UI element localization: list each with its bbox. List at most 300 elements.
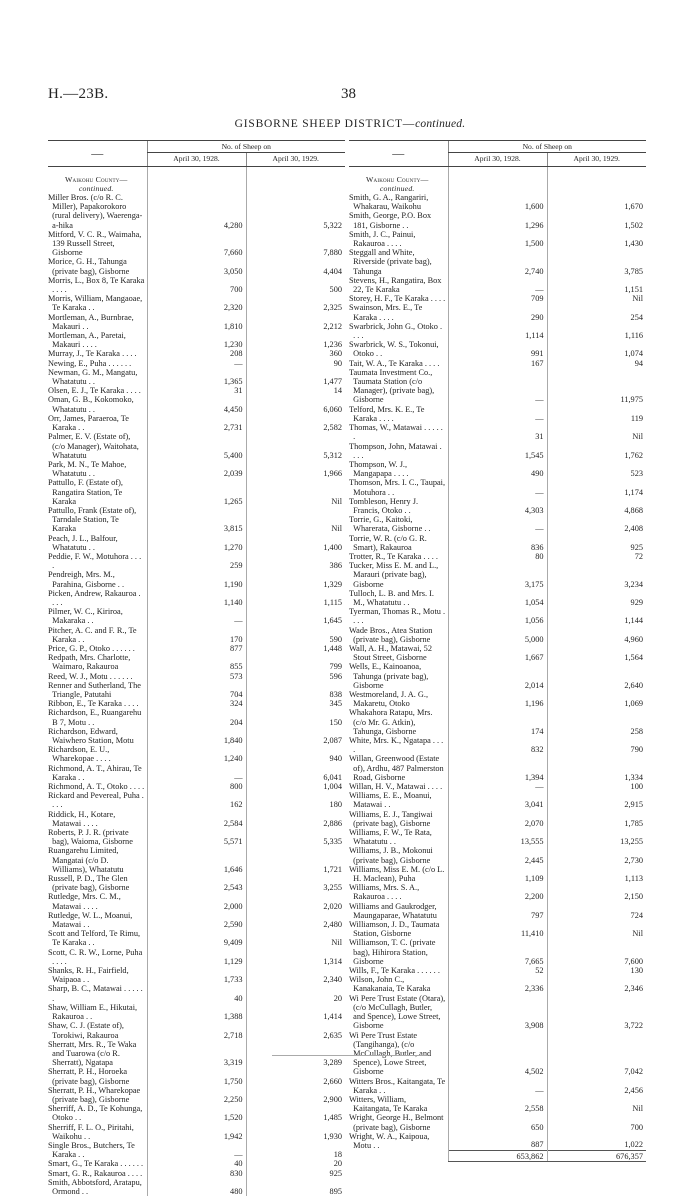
sheep-1929: 1,785 <box>547 810 646 828</box>
table-row <box>349 966 646 975</box>
sheep-1928: 208 <box>147 349 246 358</box>
sheep-1928: 1,140 <box>147 589 246 607</box>
table-row <box>349 561 646 589</box>
sheep-1929: 4,960 <box>547 626 646 644</box>
right-column <box>349 140 646 1162</box>
table-row <box>48 1169 345 1178</box>
sheep-1929: 5,322 <box>246 193 345 230</box>
sheep-1928: 31 <box>448 423 547 441</box>
sheep-1929: 2,087 <box>246 727 345 745</box>
sheep-1928: 13,555 <box>448 828 547 846</box>
sheep-1928: — <box>448 1077 547 1095</box>
sheep-1929: 1,448 <box>246 644 345 653</box>
sheep-1929: 724 <box>547 902 646 920</box>
sheep-1929: 2,340 <box>246 966 345 984</box>
owner-name: Wade Bros., Atea Station (private bag), Gisborne <box>349 625 433 644</box>
sheep-1928: 80 <box>448 552 547 561</box>
page-title <box>0 118 700 130</box>
sheep-1929: 1,721 <box>246 846 345 874</box>
sheep-1928: 174 <box>448 708 547 736</box>
sheep-1929: 7,600 <box>547 938 646 966</box>
owner-name: Tait, W. A., Te Karaka . . . . <box>349 358 440 368</box>
sheep-1928: 2,584 <box>147 810 246 828</box>
owner-name: Murray, J., Te Karaka . . . . <box>48 349 137 359</box>
table-row <box>48 368 345 386</box>
owner-name: Smith, George, P.O. Box 181, Gisborne . . <box>349 211 432 230</box>
owner-name: Wright, George H., Belmont (private bag), Gisborne <box>349 1113 444 1132</box>
sheep-1929: 2,150 <box>547 883 646 901</box>
title-continued: continued. <box>415 118 466 130</box>
owner-name: Smart, G. R., Rakauroa . . . . <box>48 1168 143 1178</box>
sheep-1929: 2,915 <box>547 791 646 809</box>
table-row <box>48 708 345 726</box>
sheep-1929: 2,582 <box>246 414 345 432</box>
table-row <box>349 846 646 864</box>
table-row <box>349 294 646 303</box>
sheep-1928: 1,270 <box>147 534 246 552</box>
page-number: 38 <box>341 86 356 102</box>
sheep-1929: 20 <box>246 984 345 1002</box>
table-row <box>349 938 646 966</box>
owner-name: Morris, L., Box 8, Te Karaka . . . . <box>48 275 145 295</box>
owner-name: Sherratt, P. H., Wharekopae (private bag), Gisborne <box>48 1085 141 1104</box>
sheep-1928: 1,388 <box>147 1003 246 1021</box>
table-row <box>349 303 646 321</box>
table-row <box>48 1141 345 1159</box>
sheep-count-group-header: No. of Sheep on <box>448 141 646 153</box>
table-row <box>48 791 345 809</box>
sheep-1929: 1,762 <box>547 442 646 460</box>
owner-name: Shaw, William E., Hikutai, Rakauroa . . <box>48 1002 138 1022</box>
sheep-1929: 4,868 <box>547 497 646 515</box>
sheep-1929: 3,785 <box>547 248 646 276</box>
sheep-1929: 2,886 <box>246 810 345 828</box>
table-row <box>349 791 646 809</box>
owner-name: Shaw, C. J. (Estate of), Torokiwi, Rakauroa <box>48 1021 124 1040</box>
sheep-1928: 11,410 <box>448 920 547 938</box>
sheep-1929: 2,408 <box>547 515 646 533</box>
sheep-1929: Nil <box>547 920 646 938</box>
sheep-1928: 5,000 <box>448 626 547 644</box>
owner-name: Park, M. N., Te Mahoe, Whatatutu . . <box>48 459 127 479</box>
owner-name: Richmond, A. T., Otoko . . . . <box>48 782 145 792</box>
owner-name: Renner and Sutherland, The Triangle, Patutahi <box>48 680 141 699</box>
footer-rule <box>272 1055 428 1056</box>
owner-name: Ruangarehu Limited, Mangatai (c/o D. Williams), Whatatutu <box>48 846 124 874</box>
sheep-1929: 360 <box>246 349 345 358</box>
owner-name: Mitford, V. C. R., Waimaha, 139 Russell Street, Gisborne <box>48 229 142 258</box>
owner-name: Richmond, A. T., Ahirau, Te Karaka . . <box>48 763 142 782</box>
table-row <box>48 1021 345 1039</box>
owner-name: Oman, G. B., Kokomoko, Whatatutu . . <box>48 395 134 414</box>
sheep-1929: 940 <box>246 745 345 763</box>
sheep-1928: 1,054 <box>448 589 547 607</box>
table-row <box>48 276 345 294</box>
sheep-1928: 1,810 <box>147 313 246 331</box>
table-row <box>349 626 646 644</box>
sheep-1928: 2,250 <box>147 1086 246 1104</box>
sheep-1928: 170 <box>147 626 246 644</box>
sheep-1929: 2,635 <box>246 1021 345 1039</box>
owner-name: Wi Pere Trust Estate (Otara), (c/o McCullagh, Butler, and Spence), Lowe Street, Gisborne <box>349 993 446 1031</box>
sheep-1929: 3,289 <box>246 1040 345 1068</box>
table-row <box>349 782 646 791</box>
sheep-1928: 1,750 <box>147 1067 246 1085</box>
table-row <box>349 1113 646 1131</box>
table-row <box>48 331 345 349</box>
owner-name: Pattullo, Frank (Estate of), Tarndale Station, Te Karaka <box>48 505 137 534</box>
sheep-1928: 1,240 <box>147 745 246 763</box>
owner-name: Rutledge, Mrs. C. M., Matawai . . . . <box>48 892 121 911</box>
sheep-1929: 925 <box>547 534 646 552</box>
sheep-1928: 3,319 <box>147 1040 246 1068</box>
table-row <box>349 515 646 533</box>
owner-name: Willan, H. V., Matawai . . . . <box>349 782 443 792</box>
owner-name: Richardson, E., Ruangarehu B 7, Motu . . <box>48 708 142 727</box>
table-row <box>48 948 345 966</box>
owner-name: White, Mrs. K., Ngatapa . . . . <box>349 736 444 755</box>
sheep-1929: 14 <box>246 386 345 395</box>
owner-name: Sharp, B. C., Matawai . . . . . . <box>48 984 143 1003</box>
sheep-1929: 895 <box>246 1178 345 1196</box>
sheep-1929: 6,060 <box>246 395 345 413</box>
sheep-1929: 13,255 <box>547 828 646 846</box>
sheep-1928: 830 <box>147 1169 246 1178</box>
owner-name: Pilmer, W. C., Kiriroa, Makaraka . . <box>48 607 123 626</box>
sheep-1928: 2,070 <box>448 810 547 828</box>
sheep-1928: 800 <box>147 782 246 791</box>
sheep-1928: 709 <box>448 294 547 303</box>
sheep-1929: 1,113 <box>547 865 646 883</box>
sheep-1928: 2,445 <box>448 846 547 864</box>
total-row <box>349 1150 646 1161</box>
sheep-1929: 500 <box>246 276 345 294</box>
table-row <box>48 911 345 929</box>
owner-name: Williams, E. E., Moanui, Matawai . . <box>349 791 432 810</box>
table-row <box>349 920 646 938</box>
left-table-body <box>48 166 345 1196</box>
sheep-1928: 4,303 <box>448 497 547 515</box>
sheep-1929: 3,722 <box>547 994 646 1031</box>
owner-name: Thompson, John, Matawai . . . . <box>349 441 442 460</box>
table-row <box>349 994 646 1031</box>
sheep-1928: 1,520 <box>147 1104 246 1122</box>
owner-name: Wall, A. H., Matawai, 52 Stout Street, Gisborne <box>349 643 432 663</box>
owner-name: Thompson, W. J., Mangapapa . . . . <box>349 459 409 479</box>
sheep-1928: — <box>448 276 547 294</box>
sheep-1929: 799 <box>246 653 345 671</box>
owner-name: Miller Bros. (c/o R. C. Miller), Papakorokoro (rural delivery), Waerenga-a-hika <box>48 193 143 230</box>
table-row <box>349 902 646 920</box>
table-row <box>349 1077 646 1095</box>
table-row <box>48 892 345 910</box>
sheep-1929: Nil <box>547 423 646 441</box>
sheep-1929: 1,069 <box>547 690 646 708</box>
table-row <box>349 690 646 708</box>
table-row <box>48 349 345 358</box>
sheep-1929: 1,144 <box>547 607 646 625</box>
owner-name: Morice, G. H., Tahunga (private bag), Gisborne <box>48 257 130 276</box>
sheep-1928: 855 <box>147 653 246 671</box>
sheep-1929: 2,730 <box>547 846 646 864</box>
table-row <box>48 1067 345 1085</box>
sheep-1928: 1,196 <box>448 690 547 708</box>
sheep-1928: 650 <box>448 1113 547 1131</box>
table-row <box>349 193 646 211</box>
owner-name: Orr, James, Paraeroa, Te Karaka . . <box>48 413 129 433</box>
sheep-1928: — <box>448 515 547 533</box>
owner-name: Pattullo, F. (Estate of), Rangatira Station, Te Karaka <box>48 478 123 506</box>
owner-name: Witters Bros., Kaitangata, Te Karaka . . <box>349 1076 446 1095</box>
sheep-1929: 11,975 <box>547 368 646 405</box>
sheep-1929: 1,022 <box>547 1132 646 1150</box>
total-label-cell <box>349 1150 448 1161</box>
sheep-1928: 2,039 <box>147 460 246 478</box>
sheep-table-right <box>349 140 646 1162</box>
table-row <box>48 1086 345 1104</box>
sheep-1929: 130 <box>547 966 646 975</box>
table-row <box>48 699 345 708</box>
total-1929: 676,357 <box>547 1150 646 1161</box>
sheep-1928: 3,041 <box>448 791 547 809</box>
sheep-1929: 254 <box>547 303 646 321</box>
sheep-1929: 523 <box>547 460 646 478</box>
sheep-1929: Nil <box>547 294 646 303</box>
table-row <box>48 506 345 534</box>
sheep-1928: 3,050 <box>147 257 246 275</box>
sheep-1929: 1,485 <box>246 1104 345 1122</box>
sheep-1929: Nil <box>246 929 345 947</box>
sheep-1928: — <box>448 478 547 496</box>
owner-name: Wilson, John C., Kanakanaia, Te Karaka <box>349 975 431 994</box>
sheep-1929: 2,640 <box>547 662 646 690</box>
owner-name: Taumata Investment Co., Taumata Station (c/o Manager), (private bag), Gisborne <box>349 367 435 405</box>
owner-name: Peddie, F. W., Motuhora . . . . <box>48 551 142 571</box>
table-row <box>48 414 345 432</box>
title-text: GISBORNE SHEEP DISTRICT— <box>234 118 416 130</box>
owner-name: Sherratt, Mrs. R., Te Waka and Tuarowa (c/o R. Sherratt), Ngatapa <box>48 1039 137 1068</box>
table-row <box>48 929 345 947</box>
owner-name: Williams, Miss E. M. (c/o L. H. Maclean), Puha <box>349 864 445 884</box>
sheep-1928: 2,200 <box>448 883 547 901</box>
table-row <box>349 644 646 662</box>
owner-name: Steggall and White, Riverside (private bag), Tahunga <box>349 248 432 276</box>
owner-name: Whakahora Ratapu, Mrs. (c/o Mr. G. Atkin), Tahunga, Gisborne <box>349 708 433 736</box>
owner-name: Trotter, R., Te Karaka . . . . <box>349 551 438 561</box>
owner-name: Tucker, Miss E. M. and L., Marauri (private bag), Gisborne <box>349 561 439 589</box>
table-row <box>48 782 345 791</box>
table-row <box>48 294 345 312</box>
table-row <box>349 230 646 248</box>
table-row <box>349 865 646 883</box>
table-row <box>48 644 345 653</box>
table-row <box>48 828 345 846</box>
owner-name: Olsen, E. J., Te Karaka . . . . <box>48 386 141 396</box>
owner-name: Price, G. P., Otoko . . . . . . <box>48 643 135 653</box>
sheep-1929: 1,236 <box>246 331 345 349</box>
sheep-1929: 345 <box>246 699 345 708</box>
sheep-1928: 1,190 <box>147 570 246 588</box>
table-row <box>48 1178 345 1196</box>
sheep-1929: 18 <box>246 1141 345 1159</box>
owner-name: Smart, G., Te Karaka . . . . . . <box>48 1159 144 1169</box>
sheep-1928: 1,646 <box>147 846 246 874</box>
sheep-1928: — <box>448 405 547 423</box>
sheep-1929: 94 <box>547 359 646 368</box>
table-row <box>48 432 345 460</box>
owner-column-header: — <box>48 141 147 167</box>
table-row <box>349 975 646 993</box>
sheep-1928: 1,545 <box>448 442 547 460</box>
sheep-1929: 4,404 <box>246 257 345 275</box>
sheep-1929: 1,115 <box>246 589 345 607</box>
sheep-1928: 2,543 <box>147 874 246 892</box>
sheep-1928: 324 <box>147 699 246 708</box>
table-row <box>48 1104 345 1122</box>
table-row <box>48 1040 345 1068</box>
table-row <box>48 810 345 828</box>
owner-name: Williamson, J. D., Taumata Station, Gisborne <box>349 920 440 939</box>
right-table-body <box>349 166 646 1161</box>
sheep-1929: 386 <box>246 552 345 570</box>
sheep-1928: 1,230 <box>147 331 246 349</box>
sheep-1929: 119 <box>547 405 646 423</box>
owner-name: Wells, E., Kainoanoa, Tahunga (private bag), Gisborne <box>349 662 429 690</box>
table-row <box>48 313 345 331</box>
owner-name: Tyerman, Thomas R., Motu . . . . <box>349 607 446 626</box>
sheep-1928: 700 <box>147 276 246 294</box>
sheep-1929: 2,900 <box>246 1086 345 1104</box>
table-row <box>349 211 646 229</box>
sheep-1928: 1,365 <box>147 368 246 386</box>
table-row <box>349 736 646 754</box>
sheep-1929: 180 <box>246 791 345 809</box>
sheep-1928: 259 <box>147 552 246 570</box>
owner-name: Thomas, W., Matawai . . . . . . <box>349 423 443 442</box>
sheep-1928: — <box>147 764 246 782</box>
owner-name: Peach, J. L., Balfour, Whatatutu . . <box>48 533 118 552</box>
owner-name: Rutledge, W. L., Moanui, Matawai . . <box>48 910 133 930</box>
sheep-count-group-header: No. of Sheep on <box>147 141 345 153</box>
sheep-1928: 40 <box>147 984 246 1002</box>
table-row <box>349 883 646 901</box>
table-row <box>48 874 345 892</box>
table-row <box>48 681 345 699</box>
owner-name: Smith, G. A., Rangariri, Whakarau, Waikohu <box>349 193 429 212</box>
page-reference: H.—23B. <box>48 86 109 102</box>
section-heading: Waikohu County—continued. <box>365 174 429 193</box>
sheep-1929: 150 <box>246 708 345 726</box>
sheep-1929: 2,212 <box>246 313 345 331</box>
sheep-1928: 3,175 <box>448 561 547 589</box>
sheep-1928: — <box>147 1141 246 1159</box>
owner-column-header: — <box>349 141 448 167</box>
sheep-1928: — <box>448 368 547 405</box>
sheep-1929: 1,004 <box>246 782 345 791</box>
sheep-1929: 925 <box>246 1169 345 1178</box>
sheep-1929: 1,645 <box>246 607 345 625</box>
table-row <box>349 1031 646 1077</box>
table-row <box>48 1123 345 1141</box>
sheep-1929: 1,430 <box>547 230 646 248</box>
sheep-1929: 1,334 <box>547 754 646 782</box>
col-1928-header: April 30, 1928. <box>147 153 246 166</box>
sheep-1929: 2,660 <box>246 1067 345 1085</box>
owner-name: Pitcher, A. C. and F. R., Te Karaka . . <box>48 625 137 644</box>
col-1929-header: April 30, 1929. <box>547 153 646 166</box>
sheep-1928: 480 <box>147 1178 246 1196</box>
sheep-table-left <box>48 140 345 1196</box>
section-heading: Waikohu County—continued. <box>64 174 128 193</box>
table-row <box>48 1003 345 1021</box>
owner-name: Morris, William, Mangaoae, Te Karaka . . <box>48 294 143 313</box>
sheep-1928: 4,502 <box>448 1031 547 1077</box>
sheep-1928: — <box>147 359 246 368</box>
sheep-1929: Nil <box>547 1095 646 1113</box>
table-row <box>48 193 345 230</box>
sheep-1928: 4,450 <box>147 395 246 413</box>
owner-name: Riddick, H., Kotare, Matawai . . . . <box>48 809 116 828</box>
owner-name: Stevens, H., Rangatira, Box 22, Te Karaka <box>349 275 442 295</box>
table-row <box>48 570 345 588</box>
sheep-1929: 72 <box>547 552 646 561</box>
sheep-1929: 590 <box>246 626 345 644</box>
sheep-1928: 887 <box>448 1132 547 1150</box>
table-row <box>48 626 345 644</box>
sheep-1928: 2,000 <box>147 892 246 910</box>
table-row <box>48 745 345 763</box>
table-row <box>349 708 646 736</box>
owner-name: Williams and Gaukrodger, Maungaparae, Whatatutu <box>349 901 437 920</box>
sheep-1929: 1,116 <box>547 322 646 340</box>
table-row <box>349 248 646 276</box>
table-row <box>349 405 646 423</box>
sheep-1928: 40 <box>147 1159 246 1168</box>
table-row <box>349 1132 646 1150</box>
sheep-1929: 1,329 <box>246 570 345 588</box>
owner-name: Willan, Greenwood (Estate of), Ardhu, 487 Palmerston Road, Gisborne <box>349 754 444 782</box>
table-row <box>349 662 646 690</box>
table-row <box>349 607 646 625</box>
sheep-1928: 1,942 <box>147 1123 246 1141</box>
table-row <box>48 727 345 745</box>
sheep-1929: Nil <box>246 506 345 534</box>
sheep-1929: 7,042 <box>547 1031 646 1077</box>
sheep-1929: 790 <box>547 736 646 754</box>
sheep-1929: 20 <box>246 1159 345 1168</box>
owner-name: Picken, Andrew, Rakauroa . . . . <box>48 588 141 607</box>
table-row <box>48 846 345 874</box>
sheep-1929: 7,880 <box>246 230 345 258</box>
owner-name: Williams, F. W., Te Rata, Whatatutu . . <box>349 828 432 847</box>
table-row <box>48 460 345 478</box>
owner-name: Scott, C. R. W., Lorne, Puha . . . . <box>48 947 143 966</box>
table-row <box>48 653 345 671</box>
owner-name: Richardson, Edward, Waiwhero Station, Motu <box>48 726 134 745</box>
sheep-1928: 1,265 <box>147 478 246 506</box>
sheep-1928: 704 <box>147 681 246 699</box>
owner-name: Swarbrick, John G., Otoko . . . . <box>349 321 443 341</box>
sheep-1929: 1,074 <box>547 340 646 358</box>
sheep-1929: 2,346 <box>547 975 646 993</box>
table-row <box>349 423 646 441</box>
sheep-1928: 836 <box>448 534 547 552</box>
col-1929-header: April 30, 1929. <box>246 153 345 166</box>
sheep-1929: 838 <box>246 681 345 699</box>
table-row <box>48 607 345 625</box>
sheep-1928: 2,740 <box>448 248 547 276</box>
owner-name: Reed, W. J., Motu . . . . . . <box>48 671 133 681</box>
